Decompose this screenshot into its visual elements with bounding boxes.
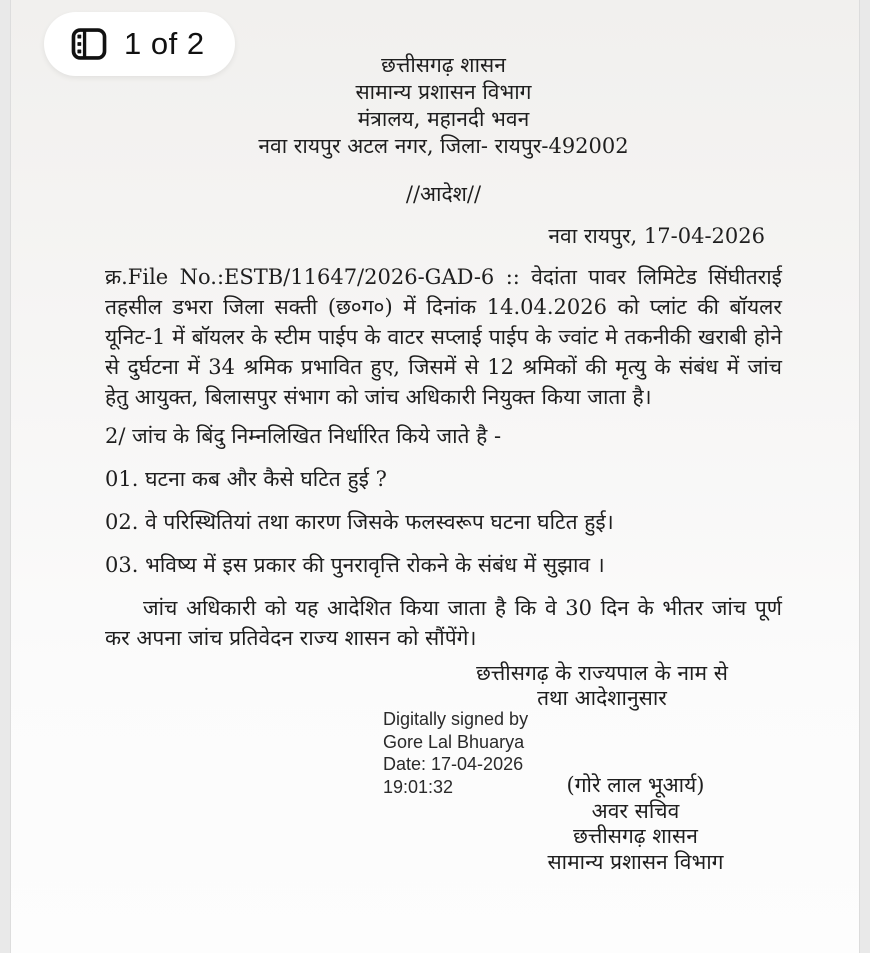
point-item-3: 03. भविष्य में इस प्रकार की पुनरावृत्ति रोकने के संबंध में सुझाव । — [105, 553, 605, 577]
point-item-1: 01. घटना कब और कैसे घटित हुई ? — [105, 467, 387, 491]
signatory-org-line-1: छत्तीसगढ़ शासन — [573, 824, 698, 848]
signatory-name: (गोरे लाल भूआर्य) — [566, 773, 705, 797]
letterhead-line-building: मंत्रालय, महानदी भवन — [357, 107, 530, 131]
page-indicator-label: 1 of 2 — [124, 26, 205, 61]
letterhead-line-department: सामान्य प्रशासन विभाग — [355, 80, 532, 104]
closing-paragraph: जांच अधिकारी को यह आदेशित किया जाता है कि वे 30 दिन के भीतर जांच पूर्ण कर अपना जांच प्रतिवेदन राज्य शासन को सौंपेंगे। — [105, 596, 782, 650]
place-date-line: नवा रायपुर, 17-04-2026 — [548, 224, 765, 248]
letterhead-line-government: छत्तीसगढ़ शासन — [381, 53, 506, 77]
signatory-designation: अवर सचिव — [591, 798, 680, 823]
digital-signature-line-1: Digitally signed by — [383, 709, 529, 729]
order-title: //आदेश// — [405, 182, 482, 206]
main-paragraph: क्र.File No.:ESTB/11647/2026-GAD-6 :: वेदांता पावर लिमिटेड सिंघीतराई तहसील डभरा जिला सक्ती (छ०ग०) में दिनांक 14.04.2026 को प्लांट की बॉयलर यूनिट-1 में बॉयलर के स्टीम पाईप के वाटर सप्लाई पाईप के ज्वांट मे तकनीकी खराबी होने से दुर्घटना में 34 श्रमिक प्रभावित हुए, जिसमें से 12 श्रमिकों की मृत्यु के संबंध में जांच हेतु आयुक्त, बिलासपुर संभाग को जांच अधिकारी नियुक्त किया जाता है। — [105, 265, 782, 409]
letterhead-line-address: नवा रायपुर अटल नगर, जिला- रायपुर-492002 — [258, 134, 629, 158]
digital-signature-line-3: Date: 17-04-2026 — [383, 754, 524, 774]
page-indicator[interactable] — [44, 12, 235, 76]
document-content — [105, 0, 782, 901]
by-order-line-2: तथा आदेशानुसार — [537, 686, 667, 710]
pages-icon — [68, 25, 110, 63]
signatory-details — [493, 773, 778, 875]
points-heading: 2/ जांच के बिंदु निम्नलिखित निर्धारित किये जाते है - — [105, 424, 502, 448]
signature-block — [105, 661, 782, 901]
signatory-org-line-2: सामान्य प्रशासन विभाग — [547, 849, 724, 874]
digital-signature-line-2: Gore Lal Bhuarya — [383, 731, 525, 752]
by-order-text — [457, 661, 747, 711]
by-order-line-1: छत्तीसगढ़ के राज्यपाल के नाम से — [476, 661, 728, 685]
digital-signature-line-4: 19:01:32 — [383, 776, 454, 797]
point-item-2: 02. वे परिस्थितियां तथा कारण जिसके फलस्वरूप घटना घटित हुई। — [105, 510, 614, 534]
